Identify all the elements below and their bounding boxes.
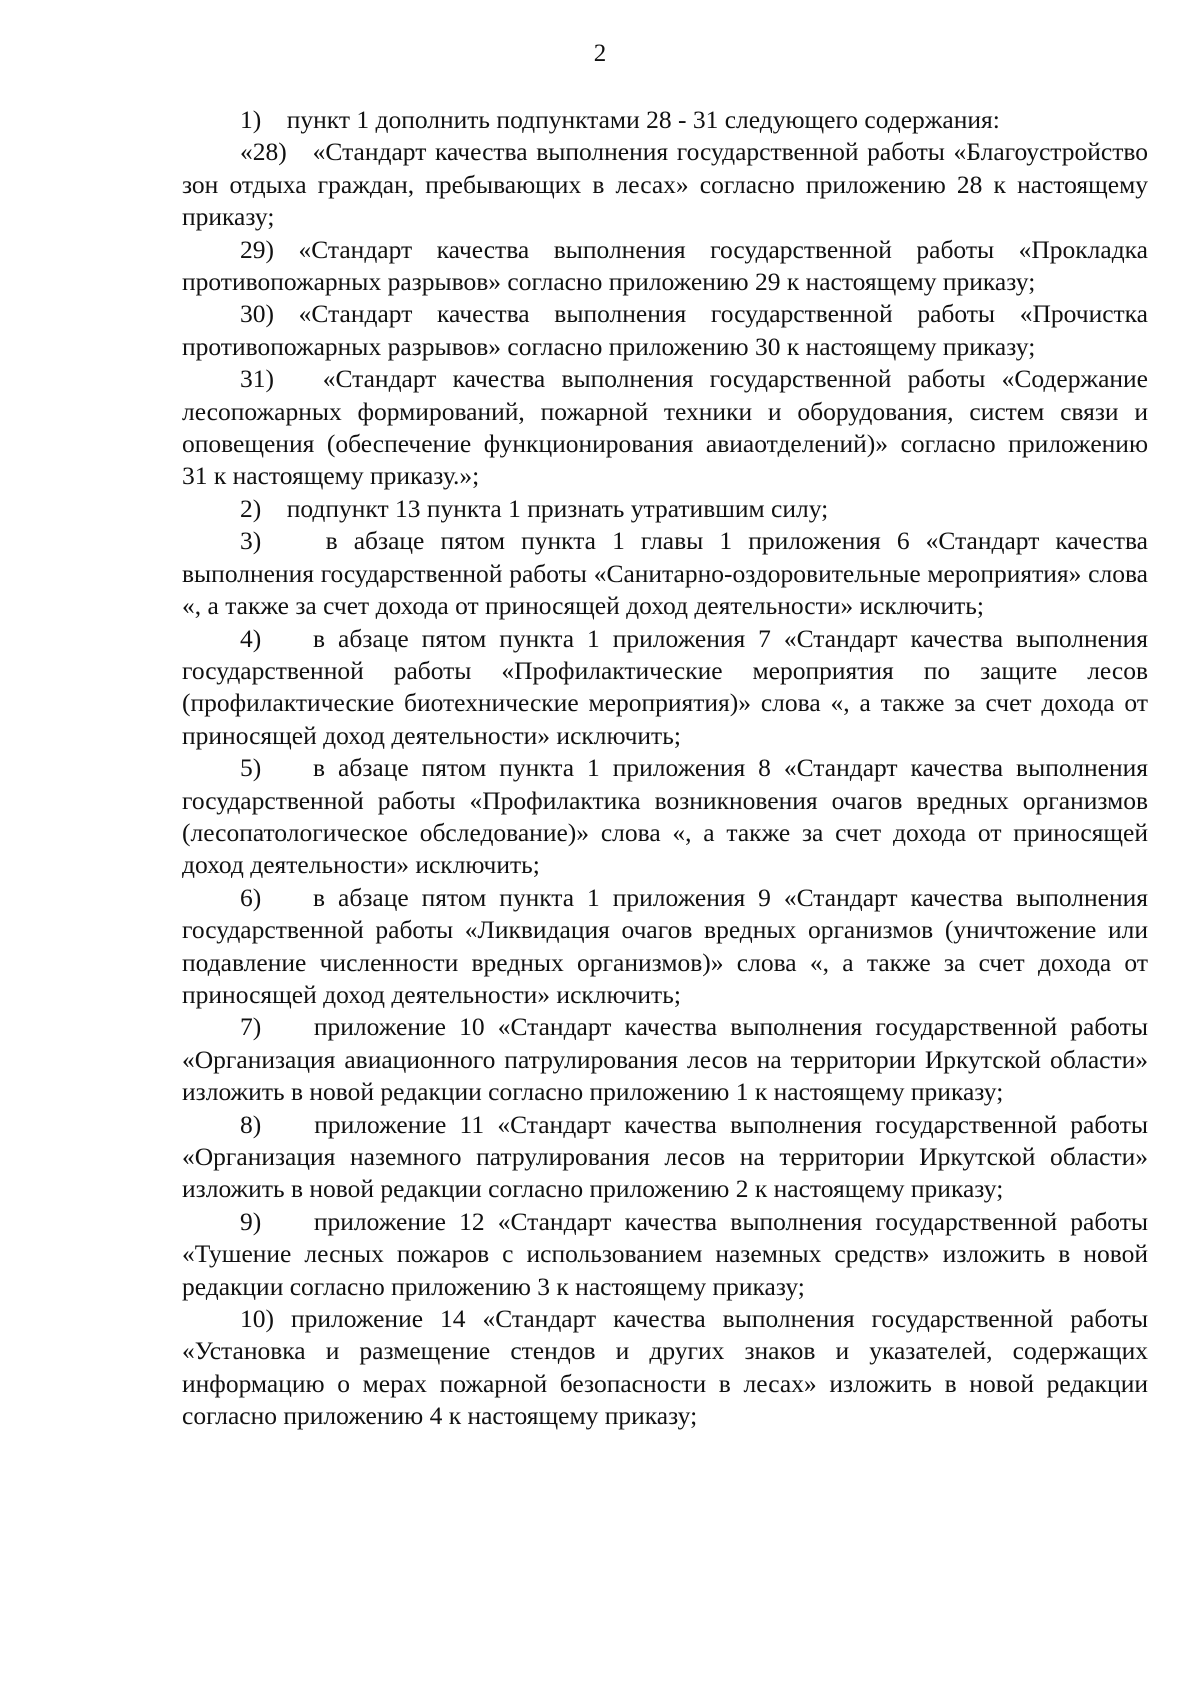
paragraph-10: 10) приложение 14 «Стандарт качества выполнения государственной работы «Установка и размещение стендов и других знаков и указателей, содержащих информацию о мерах пожарной безопасности в лесах» изложить в новой редакции согласно приложению 4 к настоящему приказу; xyxy=(182,1304,1148,1431)
paragraph-subitem-29: 29) «Стандарт качества выполнения государственной работы «Прокладка противопожарных разрывов» согласно приложению 29 к настоящему приказу; xyxy=(182,234,1148,297)
paragraph-8: 8) приложение 11 «Стандарт качества выполнения государственной работы «Организация наземного патрулирования лесов на территории Иркутской области» изложить в новой редакции согласно приложению 2 к настоящему приказу; xyxy=(182,1109,1148,1204)
paragraph-7: 7) приложение 10 «Стандарт качества выполнения государственной работы «Организация авиационного патрулирования лесов на территории Иркутской области» изложить в новой редакции согласно приложению 1 к настоящему приказу; xyxy=(182,1012,1148,1107)
document-body xyxy=(182,104,1148,1433)
paragraph-1: 1) пункт 1 дополнить подпунктами 28 - 31 следующего содержания: xyxy=(240,105,1000,134)
paragraph-subitem-31: 31) «Стандарт качества выполнения государственной работы «Содержание лесопожарных формирований, пожарной техники и оборудования, систем связи и оповещения (обеспечение функционирования авиаотделений)» согласно приложению 31 к настоящему приказу.»; xyxy=(182,364,1148,491)
page-number: 2 xyxy=(593,40,607,67)
paragraph-3: 3) в абзаце пятом пункта 1 главы 1 приложения 6 «Стандарт качества выполнения государственной работы «Санитарно-оздоровительные мероприятия» слова «, а также за счет дохода от приносящей доход деятельности» исключить; xyxy=(182,526,1148,621)
paragraph-4: 4) в абзаце пятом пункта 1 приложения 7 «Стандарт качества выполнения государственной работы «Профилактические мероприятия по защите лесов (профилактические биотехнические мероприятия)» слова «, а также за счет дохода от приносящей доход деятельности» исключить; xyxy=(182,623,1148,750)
paragraph-2: 2) подпункт 13 пункта 1 признать утратившим силу; xyxy=(240,493,829,523)
paragraph-subitem-30: 30) «Стандарт качества выполнения государственной работы «Прочистка противопожарных разрывов» согласно приложению 30 к настоящему приказу; xyxy=(182,299,1148,361)
paragraph-subitem-28: «28) «Стандарт качества выполнения государственной работы «Благоустройство зон отдыха граждан, пребывающих в лесах» согласно приложению 28 к настоящему приказу; xyxy=(182,137,1148,232)
paragraph-9: 9) приложение 12 «Стандарт качества выполнения государственной работы «Тушение лесных пожаров с использованием наземных средств» изложить в новой редакции согласно приложению 3 к настоящему приказу; xyxy=(182,1206,1148,1301)
paragraph-6: 6) в абзаце пятом пункта 1 приложения 9 «Стандарт качества выполнения государственной работы «Ликвидация очагов вредных организмов (уничтожение или подавление численности вредных организмов)» слова «, а также за счет дохода от приносящей доход деятельности» исключить; xyxy=(182,882,1148,1009)
paragraph-5: 5) в абзаце пятом пункта 1 приложения 8 «Стандарт качества выполнения государственной работы «Профилактика возникновения очагов вредных организмов (лесопатологическое обследование)» слова «, а также за счет дохода от приносящей доход деятельности» исключить; xyxy=(182,753,1148,880)
